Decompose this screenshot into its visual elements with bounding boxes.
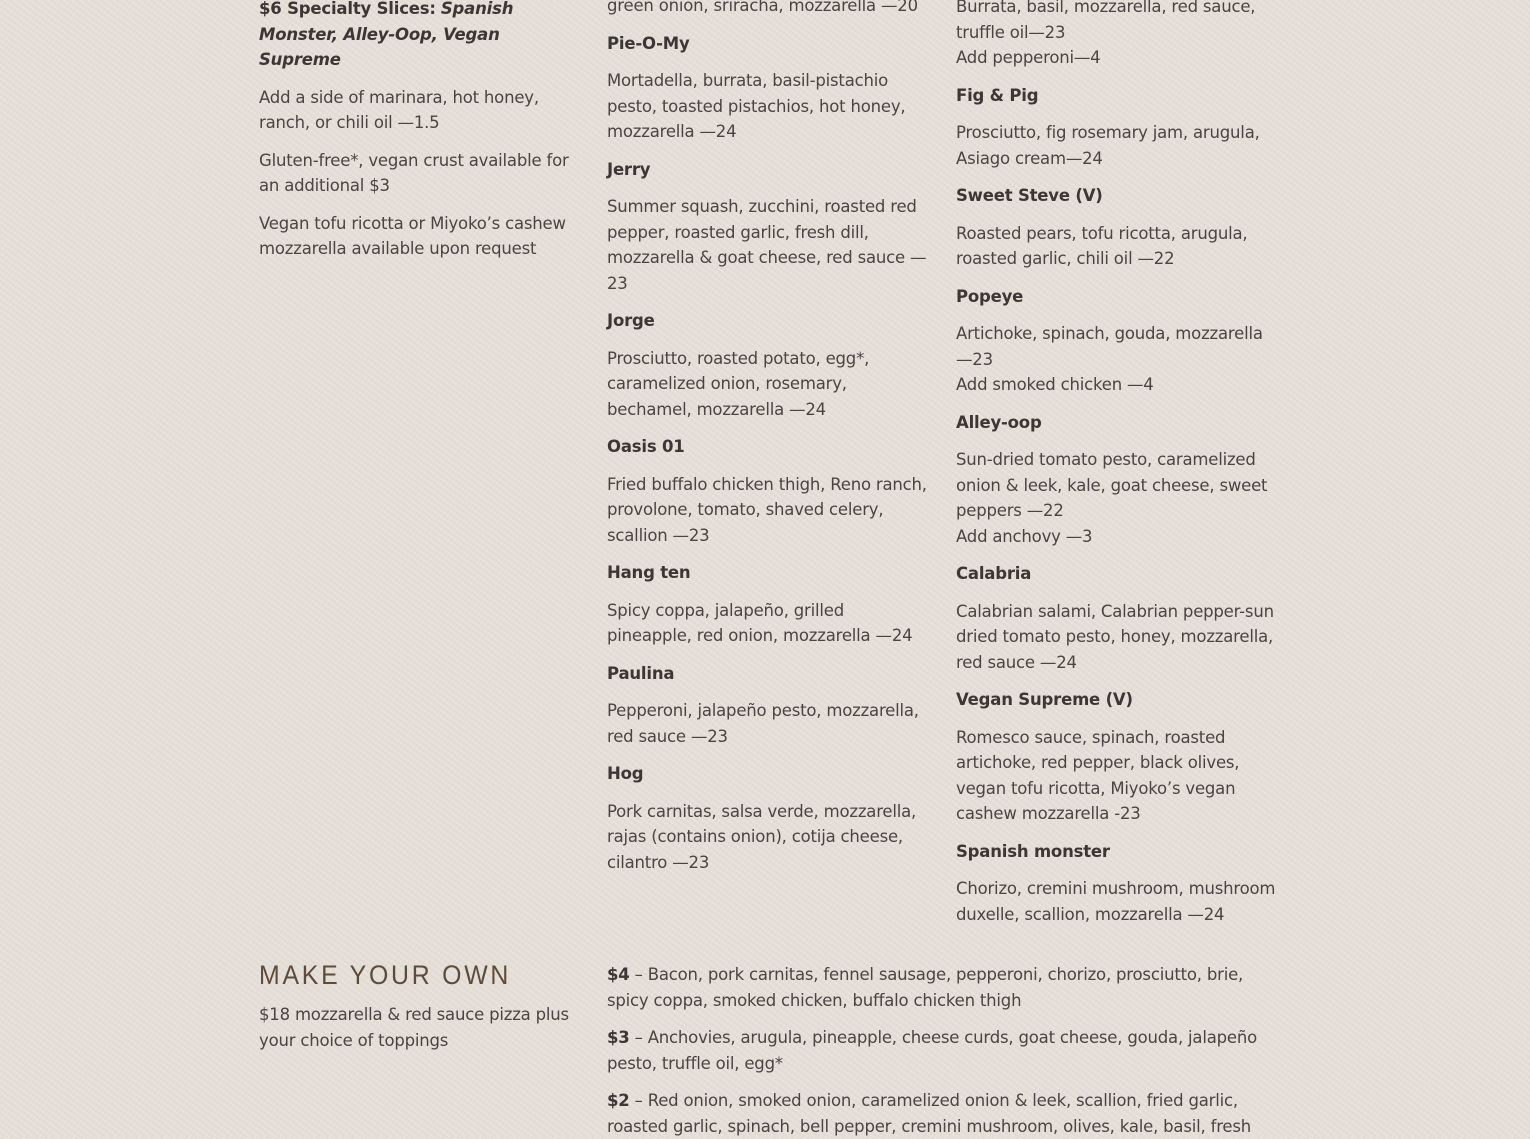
pizza-addon: Add pepperoni—4 bbox=[956, 48, 1101, 67]
pizza-name: Popeye bbox=[956, 286, 1024, 306]
pizza-name: Sweet Steve (V) bbox=[956, 186, 1103, 205]
vegan-note: Vegan tofu ricotta or Miyoko’s cashew mozzarella available upon request bbox=[259, 213, 566, 258]
pizza-name: Fig & Pig bbox=[956, 85, 1039, 105]
topping-tier bbox=[607, 1025, 1277, 1076]
topping-tier bbox=[607, 962, 1277, 1013]
pizza-addon: Add smoked chicken —4 bbox=[956, 375, 1154, 394]
topping-price: $4 bbox=[607, 965, 630, 984]
pizza-desc-fragment: green onion, sriracha, mozzarella —20 bbox=[607, 0, 918, 15]
make-your-own-desc-text: $18 mozzarella & red sauce pizza plus your choice of toppings bbox=[259, 1005, 569, 1050]
pizza-desc: Spicy coppa, jalapeño, grilled pineapple, red onion, mozzarella —24 bbox=[607, 600, 913, 645]
pizza-desc: Pepperoni, jalapeño pesto, mozzarella, red sauce —23 bbox=[607, 701, 919, 746]
pizza-name: Jorge bbox=[607, 311, 655, 330]
gluten-free-note: Gluten-free*, vegan crust available for an additional $3 bbox=[259, 150, 569, 195]
sides-note: Add a side of marinara, hot honey, ranch, or chili oil —1.5 bbox=[259, 87, 539, 132]
pizza-name: Paulina bbox=[607, 663, 675, 683]
make-your-own-title: MAKE YOUR OWN bbox=[259, 960, 512, 990]
pizza-desc: Mortadella, burrata, basil-pistachio pesto, toasted pistachios, hot honey, mozzarella —24 bbox=[607, 71, 906, 141]
pizza-name: Spanish monster bbox=[956, 841, 1110, 861]
pizza-desc: Romesco sauce, spinach, roasted artichoke, red pepper, black olives, vegan tofu ricotta, Miyoko’s vegan cashew mozzarella -23 bbox=[956, 727, 1240, 823]
pizza-name: Hog bbox=[607, 764, 644, 783]
specialty-prefix: $6 Specialty Slices: bbox=[259, 0, 436, 18]
make-your-own-description bbox=[259, 1002, 579, 1053]
pizza-name: Alley-oop bbox=[956, 412, 1042, 432]
pizza-desc: Chorizo, cremini mushroom, mushroom duxelle, scallion, mozzarella —24 bbox=[956, 879, 1276, 924]
pizza-addon: Add anchovy —3 bbox=[956, 526, 1093, 546]
pizza-desc: Prosciutto, roasted potato, egg*, caramelized onion, rosemary, bechamel, mozzarella —24 bbox=[607, 348, 870, 419]
right-column bbox=[956, 0, 1276, 927]
pizza-name: Pie-O-My bbox=[607, 33, 690, 53]
topping-items: – Red onion, smoked onion, caramelized onion & leek, scallion, fried garlic, roasted garlic, spinach, bell pepper, cremini mushroom, olives, kale, basil, fresh bbox=[607, 1091, 1252, 1136]
pizza-desc: Artichoke, spinach, gouda, mozzarella —23 bbox=[956, 324, 1263, 369]
pizza-name: Vegan Supreme (V) bbox=[956, 690, 1133, 709]
pizza-desc: Calabrian salami, Calabrian pepper-sun dried tomato pesto, honey, mozzarella, red sauce —24 bbox=[956, 601, 1274, 672]
topping-items: – Bacon, pork carnitas, fennel sausage, pepperoni, chorizo, prosciutto, brie, spicy coppa, smoked chicken, buffalo chicken thigh bbox=[607, 965, 1244, 1010]
specialty-slices-heading bbox=[259, 0, 579, 73]
topping-price: $2 bbox=[607, 1091, 630, 1110]
pizza-desc: Summer squash, zucchini, roasted red pepper, roasted garlic, fresh dill, mozzarella & goat cheese, red sauce —23 bbox=[607, 197, 927, 293]
pizza-desc-fragment: Burrata, basil, mozzarella, red sauce, truffle oil—23 bbox=[956, 0, 1256, 42]
pizza-name: Calabria bbox=[956, 564, 1032, 583]
pizza-desc: Sun-dried tomato pesto, caramelized onion & leek, kale, goat cheese, sweet peppers —22 bbox=[956, 450, 1268, 520]
topping-items: – Anchovies, arugula, pineapple, cheese curds, goat cheese, gouda, jalapeño pesto, truffle oil, egg* bbox=[607, 1028, 1258, 1073]
pizza-desc: Roasted pears, tofu ricotta, arugula, roasted garlic, chili oil —22 bbox=[956, 223, 1248, 268]
pizza-desc: Prosciutto, fig rosemary jam, arugula, Asiago cream—24 bbox=[956, 123, 1260, 168]
pizza-name: Oasis 01 bbox=[607, 437, 685, 456]
pizza-desc: Fried buffalo chicken thigh, Reno ranch, provolone, tomato, shaved celery, scallion —23 bbox=[607, 474, 927, 545]
pizza-desc: Pork carnitas, salsa verde, mozzarella, rajas (contains onion), cotija cheese, cilantro —23 bbox=[607, 801, 917, 872]
toppings-list bbox=[607, 962, 1277, 1139]
middle-column bbox=[607, 0, 927, 875]
pizza-name: Jerry bbox=[607, 159, 651, 179]
left-column bbox=[259, 0, 579, 262]
pizza-name: Hang ten bbox=[607, 563, 691, 582]
topping-tier bbox=[607, 1088, 1277, 1139]
topping-price: $3 bbox=[607, 1028, 630, 1047]
specialty-items: Spanish Monster, Alley-Oop, Vegan Supreme bbox=[259, 0, 514, 69]
